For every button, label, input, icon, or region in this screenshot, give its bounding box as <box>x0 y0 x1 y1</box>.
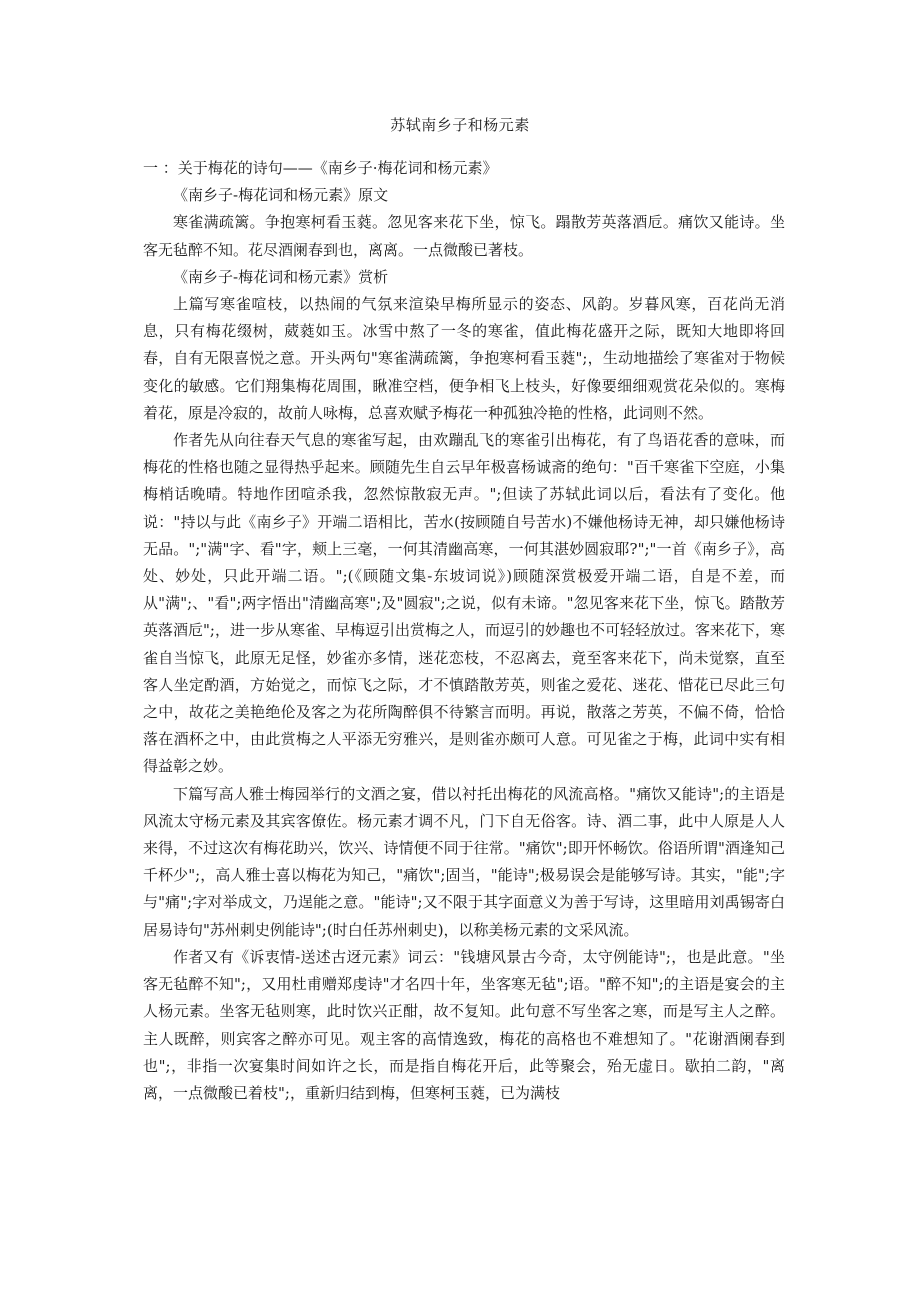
paragraph: 作者先从向往春天气息的寒雀写起，由欢蹦乱飞的寒雀引出梅花，有了鸟语花香的意味，而梅花的性格也随之显得热乎起来。顾随先生自云早年极喜杨诚斋的绝句："百千寒雀下空庭，小集梅梢话晚晴。特地作团喧杀我，忽然惊散寂无声。";但读了苏轼此词以后，看法有了变化。他说："持以与此《南乡子》开端二语相比，苦水(按顾随自号苦水)不嫌他杨诗无神，却只嫌他杨诗无品。";"满"字、看"字，颊上三毫，一何其清幽高寒，一何其湛妙圆寂耶?";"一首《南乡子》，高处、妙处，只此开端二语。";(《顾随文集-东坡词说》)顾随深赏极爱开端二语，自是不差，而从"满";、"看";两字悟出"清幽高寒";及"圆寂";之说，似有未谛。"忽见客来花下坐，惊飞。踏散芳英落酒卮";，进一步从寒雀、早梅逗引出赏梅之人，而逗引的妙趣也不可轻轻放过。客来花下，寒雀自当惊飞，此原无足怪，妙雀亦多情，迷花恋枝，不忍离去，竟至客来花下，尚未觉察，直至客人坐定酌酒，方始觉之，而惊飞之际，才不慎踏散芳英，则雀之爱花、迷花、惜花已尽此三句之中，故花之美艳绝伦及客之为花所陶醉俱不待繁言而明。再说，散落之芳英，不偏不倚，恰恰落在酒杯之中，由此赏梅之人平添无穷雅兴，是则雀亦颇可人意。可见雀之于梅，此词中实有相得益彰之妙。 <box>143 431 785 776</box>
section-heading: 一 ：关于梅花的诗句——《南乡子·梅花词和杨元素》 <box>143 159 498 177</box>
appreciation-heading: 《南乡子-梅花词和杨元素》赏析 <box>173 267 389 286</box>
original-text: 寒雀满疏篱。争抱寒柯看玉蕤。忽见客来花下坐，惊飞。蹋散芳英落酒卮。痛饮又能诗。坐客无毡醉不知。花尽酒阑春到也，离离。一点微酸已著枝。 <box>143 213 785 259</box>
document-title: 苏轼南乡子和杨元素 <box>390 116 530 134</box>
original-heading: 《南乡子-梅花词和杨元素》原文 <box>173 186 389 205</box>
paragraph: 上篇写寒雀喧枝，以热闹的气氛来渲染早梅所显示的姿态、风韵。岁暮风寒，百花尚无消息，只有梅花缀树，葳蕤如玉。冰雪中熬了一冬的寒雀，值此梅花盛开之际，既知大地即将回春，自有无限喜悦之意。开头两句"寒雀满疏篱，争抱寒柯看玉蕤";，生动地描绘了寒雀对于物候变化的敏感。它们翔集梅花周围，瞅准空档，便争相飞上枝头，好像要细细观赏花朵似的。寒梅着花，原是冷寂的，故前人咏梅，总喜欢赋予梅花一种孤独冷艳的性格，此词则不然。 <box>143 295 785 422</box>
document-body <box>143 155 785 1107</box>
paragraph: 下篇写高人雅士梅园举行的文酒之宴，借以衬托出梅花的风流高格。"痛饮又能诗";的主语是风流太守杨元素及其宾客僚佐。杨元素才调不凡，门下自无俗客。诗、酒二事，此中人原是人人来得，不过这次有梅花助兴，饮兴、诗情便不同于往常。"痛饮";即开怀畅饮。俗语所谓"酒逢知己千杯少";，高人雅士喜以梅花为知己，"痛饮";固当，"能诗";极易误会是能够写诗。其实，"能";字与"痛";字对举成文，乃逞能之意。"能诗";又不限于其字面意义为善于写诗，这里暗用刘禹锡寄白居易诗句"苏州刺史例能诗";(时白任苏州刺史)，以称美杨元素的文采风流。 <box>143 784 785 939</box>
paragraph: 作者又有《诉衷情-送述古迓元素》词云："钱塘风景古今奇，太守例能诗";，也是此意。"坐客无毡醉不知";，又用杜甫赠郑虔诗"才名四十年，坐客寒无毡";语。"醉不知";的主语是宴会的主人杨元素。坐客无毡则寒，此时饮兴正酣，故不复知。此句意不写坐客之寒，而是写主人之醉。主人既醉，则宾客之醉亦可见。观主客的高情逸致，梅花的高格也不难想知了。"花谢酒阑春到也";，非指一次宴集时间如许之长，而是指自梅花开后，此等聚会，殆无虚日。歇拍二韵，"离离，一点微酸已着枝";，重新归结到梅，但寒柯玉蕤，已为满枝 <box>143 947 785 1102</box>
